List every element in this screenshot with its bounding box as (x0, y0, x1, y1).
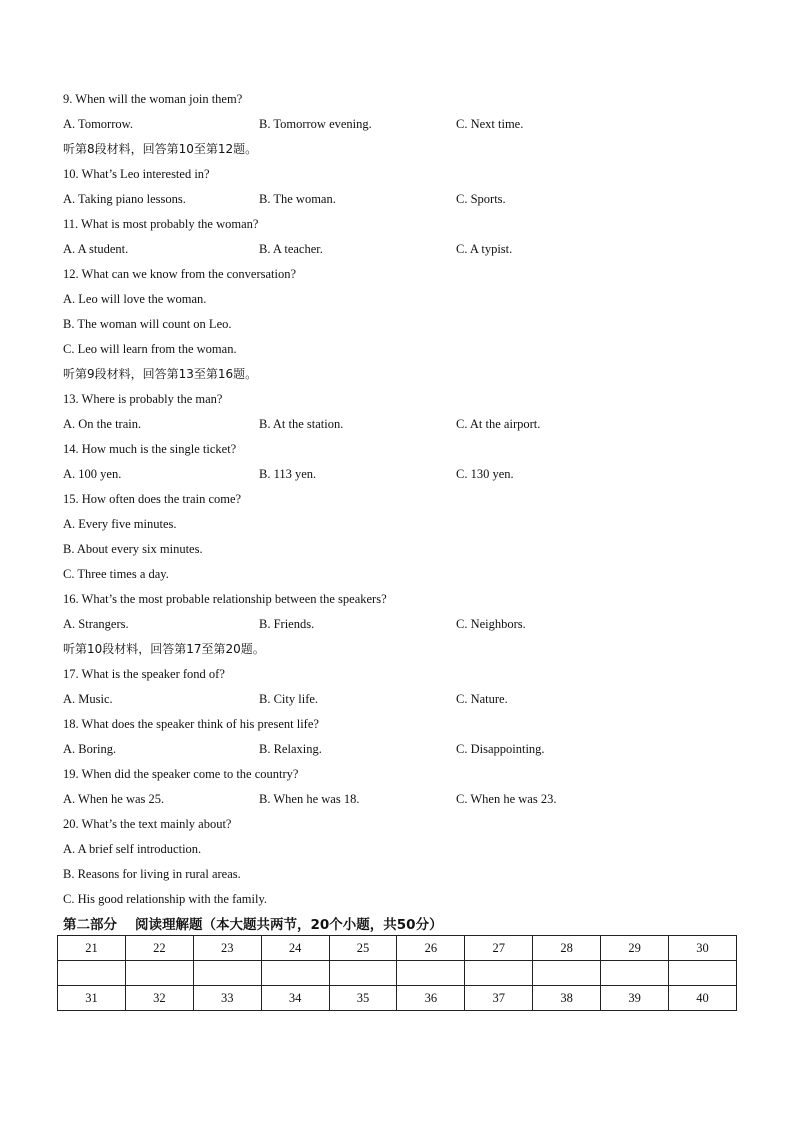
answer-blank-cell[interactable] (601, 961, 669, 986)
option-c: C. When he was 23. (456, 792, 557, 806)
option-b: B. Friends. (259, 617, 315, 631)
answer-cell: 32 (125, 986, 193, 1011)
answer-cell: 25 (329, 936, 397, 961)
question-line: 19. When did the speaker come to the country? (63, 767, 299, 781)
answer-cell: 37 (465, 986, 533, 1011)
answer-blank-cell[interactable] (397, 961, 465, 986)
answer-cell: 23 (193, 936, 261, 961)
option-c: C. A typist. (456, 242, 513, 256)
question-line: 14. How much is the single ticket? (63, 442, 237, 456)
answer-cell: 26 (397, 936, 465, 961)
question-line: 13. Where is probably the man? (63, 392, 223, 406)
option-b: B. 113 yen. (259, 467, 317, 481)
answer-cell: 40 (669, 986, 737, 1011)
answer-cell: 28 (533, 936, 601, 961)
answer-cell: 33 (193, 986, 261, 1011)
answer-blank-cell[interactable] (465, 961, 533, 986)
answer-table (57, 935, 737, 1011)
answer-blank-cell[interactable] (533, 961, 601, 986)
answer-cell: 24 (261, 936, 329, 961)
option-c: C. At the airport. (456, 417, 541, 431)
option-a: A. 100 yen. (63, 467, 122, 481)
answer-cell: 35 (329, 986, 397, 1011)
option-a: A. On the train. (63, 417, 142, 431)
option-b: B. Relaxing. (259, 742, 322, 756)
answer-blank-cell[interactable] (261, 961, 329, 986)
answer-blank-cell[interactable] (193, 961, 261, 986)
option-a: A. Boring. (63, 742, 117, 756)
answer-cell: 36 (397, 986, 465, 1011)
question-line: 9. When will the woman join them? (63, 92, 243, 106)
section-label: 第二部分 (63, 917, 117, 933)
answer-cell: 29 (601, 936, 669, 961)
question-line: 18. What does the speaker think of his present life? (63, 717, 319, 731)
question-line: A. Leo will love the woman. (63, 292, 207, 306)
question-line: 10. What’s Leo interested in? (63, 167, 210, 181)
option-b: B. At the station. (259, 417, 344, 431)
answer-blank-cell[interactable] (329, 961, 397, 986)
question-line: 16. What’s the most probable relationship between the speakers? (63, 592, 387, 606)
answer-row-blank (58, 961, 737, 986)
question-line: A. Every five minutes. (63, 517, 177, 531)
option-b: B. City life. (259, 692, 319, 706)
option-b: B. Tomorrow evening. (259, 117, 372, 131)
question-line: A. A brief self introduction. (63, 842, 202, 856)
option-c: C. Neighbors. (456, 617, 526, 631)
answer-row-numbers-1 (58, 936, 737, 961)
option-a: A. A student. (63, 242, 129, 256)
answer-cell: 21 (58, 936, 126, 961)
question-line: 20. What’s the text mainly about? (63, 817, 232, 831)
question-line: B. About every six minutes. (63, 542, 203, 556)
answer-cell: 30 (669, 936, 737, 961)
question-line: B. The woman will count on Leo. (63, 317, 232, 331)
listening-instruction: 听第8段材料，回答第10至第12题。 (63, 142, 258, 156)
option-b: B. The woman. (259, 192, 336, 206)
option-c: C. Disappointing. (456, 742, 545, 756)
option-a: A. When he was 25. (63, 792, 165, 806)
question-line: 15. How often does the train come? (63, 492, 242, 506)
option-c: C. 130 yen. (456, 467, 514, 481)
option-a: A. Music. (63, 692, 113, 706)
option-a: A. Strangers. (63, 617, 129, 631)
listening-instruction: 听第10段材料，回答第17至第20题。 (63, 642, 265, 656)
question-line: B. Reasons for living in rural areas. (63, 867, 241, 881)
answer-cell: 22 (125, 936, 193, 961)
answer-cell: 31 (58, 986, 126, 1011)
listening-instruction: 听第9段材料，回答第13至第16题。 (63, 367, 258, 381)
question-line: 11. What is most probably the woman? (63, 217, 259, 231)
answer-cell: 34 (261, 986, 329, 1011)
section-heading (63, 913, 443, 933)
section-title-text: 阅读理解题（本大题共两节，20个小题，共50分） (135, 917, 443, 933)
answer-cell: 27 (465, 936, 533, 961)
answer-row-numbers-2 (58, 986, 737, 1011)
option-c: C. Next time. (456, 117, 524, 131)
option-b: B. When he was 18. (259, 792, 360, 806)
option-c: C. Sports. (456, 192, 506, 206)
question-line: 17. What is the speaker fond of? (63, 667, 225, 681)
question-line: C. Three times a day. (63, 567, 169, 581)
question-line: C. His good relationship with the family. (63, 892, 268, 906)
question-line: 12. What can we know from the conversation? (63, 267, 297, 281)
option-a: A. Tomorrow. (63, 117, 133, 131)
answer-cell: 38 (533, 986, 601, 1011)
answer-blank-cell[interactable] (669, 961, 737, 986)
question-line: C. Leo will learn from the woman. (63, 342, 237, 356)
answer-blank-cell[interactable] (58, 961, 126, 986)
answer-cell: 39 (601, 986, 669, 1011)
option-c: C. Nature. (456, 692, 508, 706)
option-a: A. Taking piano lessons. (63, 192, 186, 206)
option-b: B. A teacher. (259, 242, 323, 256)
answer-blank-cell[interactable] (125, 961, 193, 986)
